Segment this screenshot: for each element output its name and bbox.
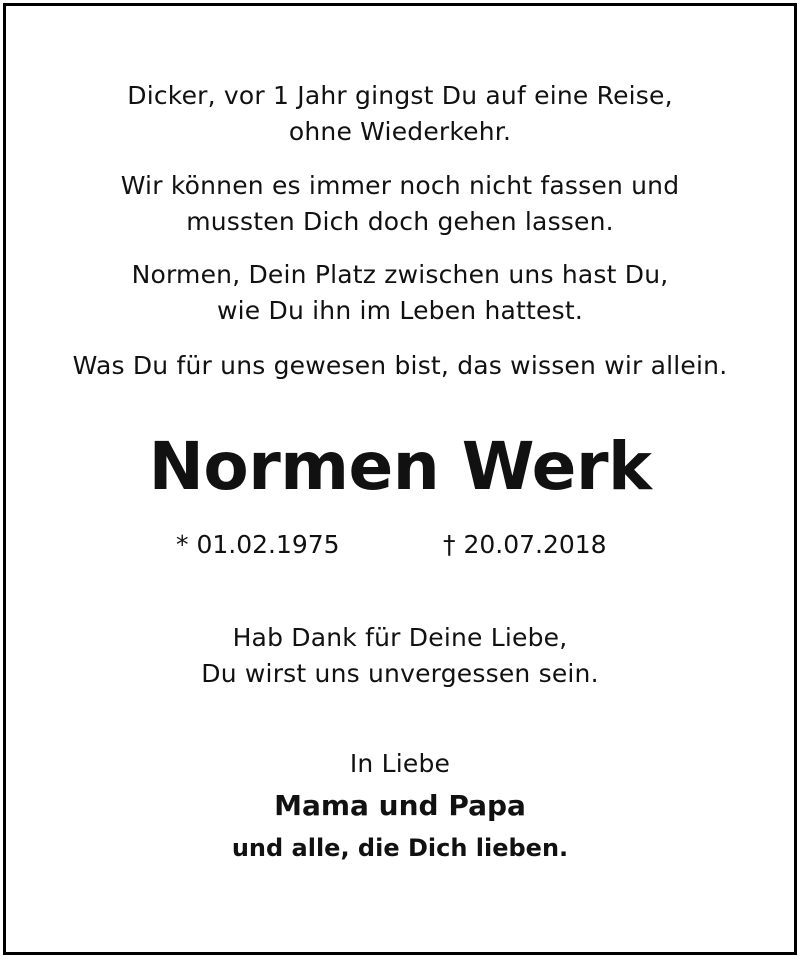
verse-stanza-2	[0, 168, 800, 240]
verse-stanza-1	[0, 78, 800, 150]
verse-line: Normen, Dein Platz zwischen uns hast Du,	[131, 260, 669, 289]
verse-line: Dicker, vor 1 Jahr gingst Du auf eine Reise,	[127, 81, 673, 110]
thanks-verse	[0, 620, 800, 692]
verse-line: Hab Dank für Deine Liebe,	[232, 623, 568, 652]
death-date: † 20.07.2018	[443, 530, 607, 559]
verse-line: ohne Wiederkehr.	[288, 117, 512, 146]
verse-line: mussten Dich doch gehen lassen.	[186, 207, 614, 236]
family-note: und alle, die Dich lieben.	[231, 834, 569, 862]
verse-stanza-4	[0, 348, 800, 384]
verse-line: Was Du für uns gewesen bist, das wissen wir allein.	[72, 351, 728, 380]
deceased-name: Normen Werk	[148, 428, 652, 505]
verse-line: wie Du ihn im Leben hattest.	[216, 296, 584, 325]
verse-line: Du wirst uns unvergessen sein.	[201, 659, 599, 688]
family-signature: Mama und Papa	[274, 789, 526, 822]
birth-date: * 01.02.1975	[176, 530, 340, 559]
verse-stanza-3	[0, 257, 800, 329]
closing-salutation: In Liebe	[349, 749, 451, 778]
verse-line: Wir können es immer noch nicht fassen und	[120, 171, 680, 200]
